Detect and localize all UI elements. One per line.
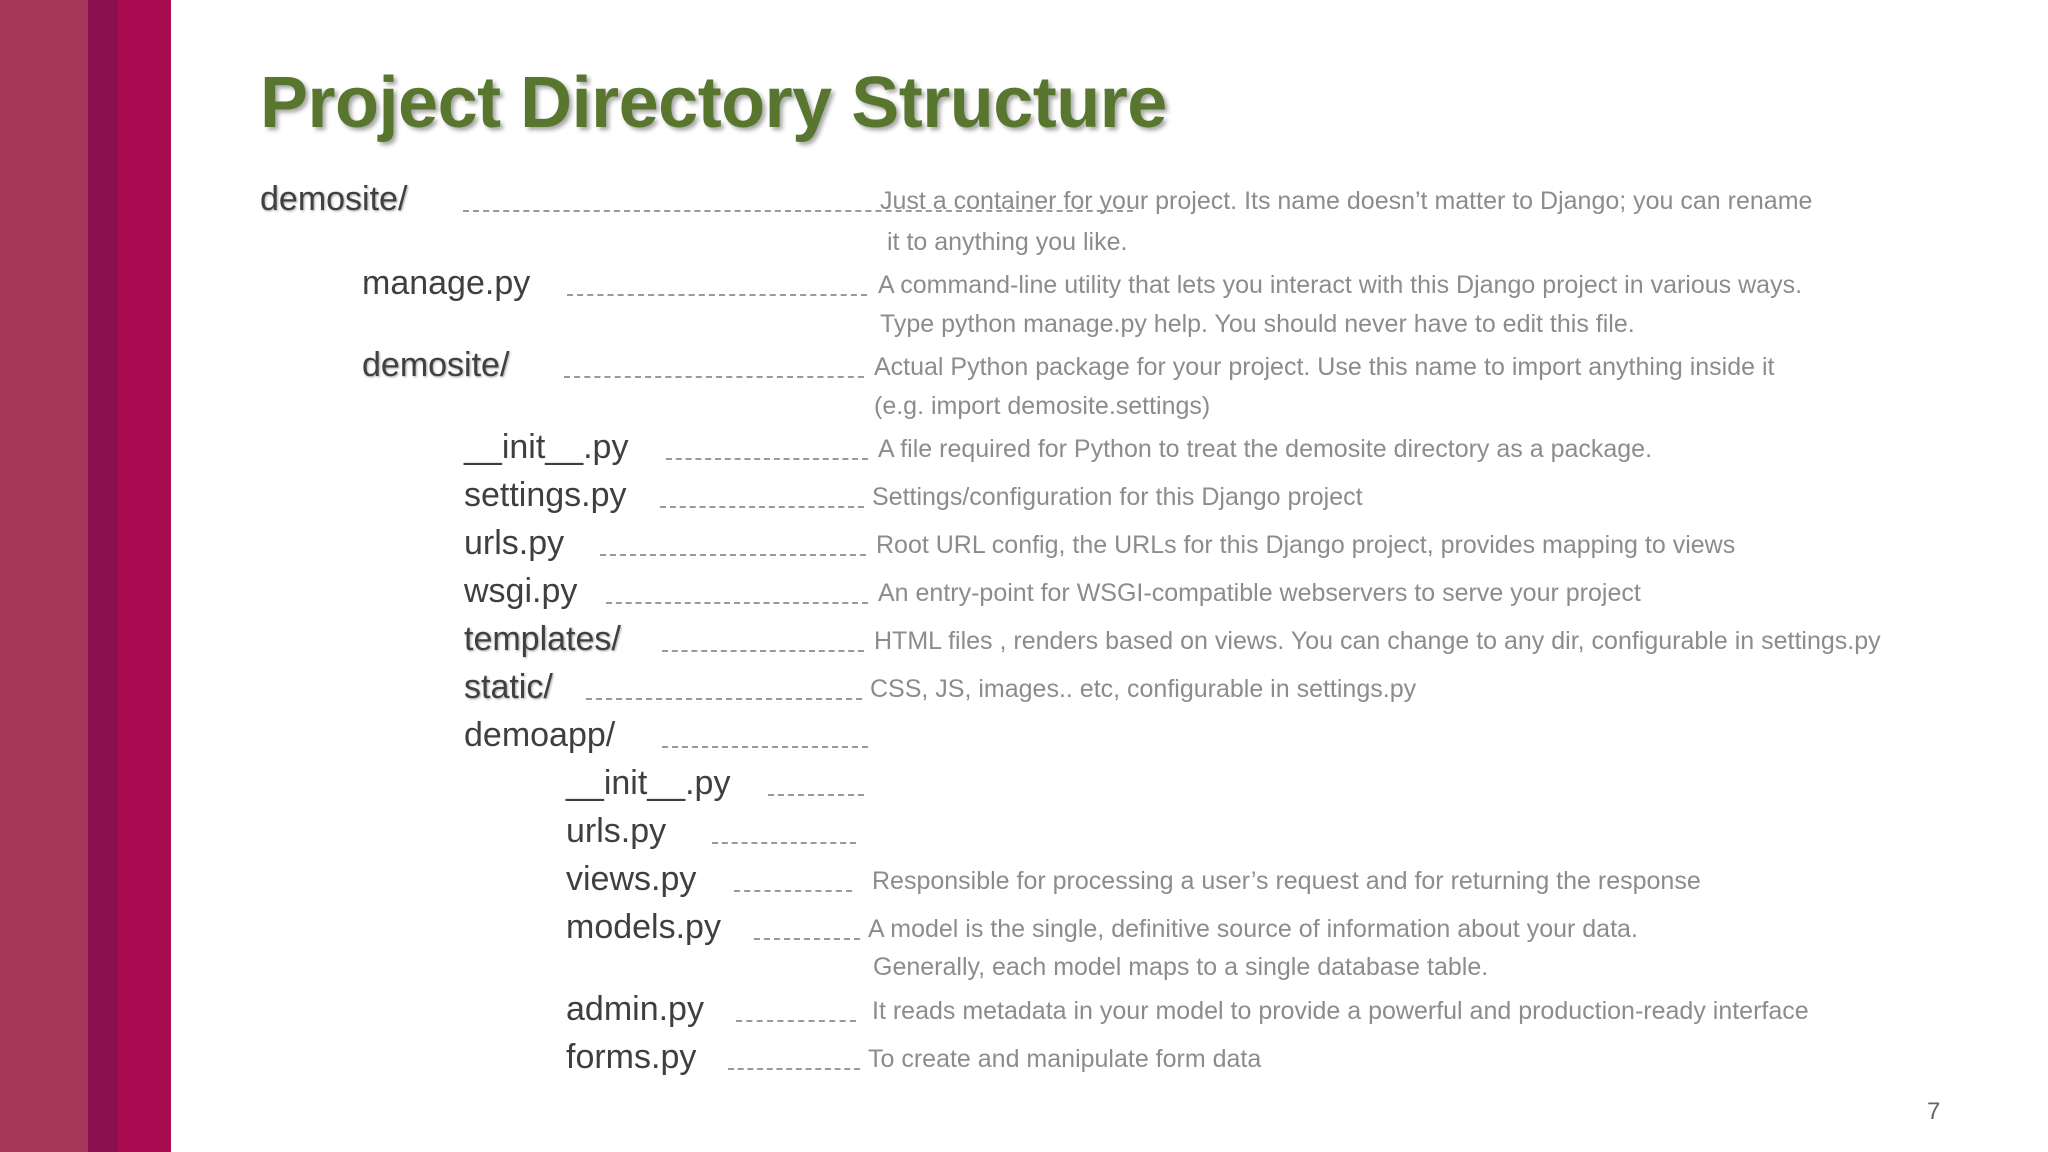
leader-line xyxy=(586,698,862,700)
leader-line xyxy=(600,554,866,556)
tree-item-description: Settings/configuration for this Django project xyxy=(872,483,1363,511)
tree-item-views-py xyxy=(566,858,1906,902)
tree-item-name: demoapp/ xyxy=(464,716,616,754)
tree-item-name: __init__.py xyxy=(464,428,629,466)
tree-item-name: forms.py xyxy=(566,1038,697,1076)
tree-item-models-py xyxy=(566,906,1906,950)
leader-line xyxy=(606,602,868,604)
leader-line xyxy=(662,650,864,652)
tree-item-demosite-root xyxy=(260,178,1900,222)
tree-item-name: manage.py xyxy=(362,264,531,302)
tree-item-urls-py xyxy=(464,522,1904,566)
leader-line xyxy=(734,890,852,892)
tree-item-name: demosite/ xyxy=(362,346,510,384)
tree-item-description-continued: it to anything you like. xyxy=(887,228,1128,256)
tree-item-name: demosite/ xyxy=(260,180,408,218)
page-number: 7 xyxy=(1927,1098,1941,1125)
tree-item-description: A file required for Python to treat the demosite directory as a package. xyxy=(878,435,1653,463)
tree-item-name: models.py xyxy=(566,908,721,946)
tree-item-name: templates/ xyxy=(464,620,621,658)
tree-item-settings-py xyxy=(464,474,1904,518)
leader-line xyxy=(564,376,864,378)
tree-item-name: wsgi.py xyxy=(464,572,578,610)
tree-item-description: Responsible for processing a user’s request and for returning the response xyxy=(872,867,1701,895)
slide-title: Project Directory Structure xyxy=(260,63,1167,143)
leader-line xyxy=(736,1020,856,1022)
tree-item-description-continued: Type python manage.py help. You should never have to edit this file. xyxy=(880,310,1635,338)
tree-item-description: It reads metadata in your model to provide a powerful and production-ready interface xyxy=(872,997,1809,1025)
tree-item-description: Actual Python package for your project. Use this name to import anything inside it xyxy=(874,353,1775,381)
leader-line xyxy=(666,458,868,460)
tree-item-description: An entry-point for WSGI-compatible webservers to serve your project xyxy=(878,579,1641,607)
tree-item-description: A model is the single, definitive source of information about your data. xyxy=(868,915,1638,943)
tree-item-demosite-package xyxy=(362,344,1902,388)
tree-item-manage-py xyxy=(362,262,1902,306)
tree-item-name: __init__.py xyxy=(566,764,731,802)
tree-item-description: CSS, JS, images.. etc, configurable in settings.py xyxy=(870,675,1417,703)
tree-item-name: urls.py xyxy=(566,812,667,850)
tree-item-description-continued: (e.g. import demosite.settings) xyxy=(874,392,1211,420)
leader-line xyxy=(662,746,868,748)
tree-item-name: settings.py xyxy=(464,476,627,514)
tree-item-name: urls.py xyxy=(464,524,565,562)
tree-item-app-urls-py xyxy=(566,810,906,854)
tree-item-description: Just a container for your project. Its name doesn’t matter to Django; you can rename xyxy=(880,187,1813,215)
tree-item-description: To create and manipulate form data xyxy=(868,1045,1262,1073)
tree-item-init-py xyxy=(464,426,1904,470)
tree-item-name: views.py xyxy=(566,860,697,898)
leader-line xyxy=(567,294,867,296)
tree-item-forms-py xyxy=(566,1036,1906,1080)
accent-bar-middle xyxy=(88,0,118,1152)
leader-line xyxy=(712,842,856,844)
tree-item-description: HTML files , renders based on views. You can change to any dir, configurable in settings.py xyxy=(874,627,1881,655)
tree-item-static-dir xyxy=(464,666,1904,710)
tree-item-description-continued: Generally, each model maps to a single database table. xyxy=(873,953,1489,981)
tree-item-wsgi-py xyxy=(464,570,1904,614)
leader-line xyxy=(754,938,860,940)
leader-line xyxy=(660,506,864,508)
tree-item-demoapp-dir xyxy=(464,714,904,758)
tree-item-templates-dir xyxy=(464,618,1914,662)
tree-item-app-init-py xyxy=(566,762,906,806)
accent-bar-right xyxy=(118,0,171,1152)
tree-item-name: admin.py xyxy=(566,990,704,1028)
tree-item-admin-py xyxy=(566,988,1906,1032)
leader-line xyxy=(728,1068,860,1070)
tree-item-name: static/ xyxy=(464,668,553,706)
tree-item-description: Root URL config, the URLs for this Django project, provides mapping to views xyxy=(876,531,1736,559)
leader-line xyxy=(768,794,864,796)
accent-bar-left xyxy=(0,0,88,1152)
tree-item-description: A command-line utility that lets you interact with this Django project in various ways. xyxy=(878,271,1803,299)
